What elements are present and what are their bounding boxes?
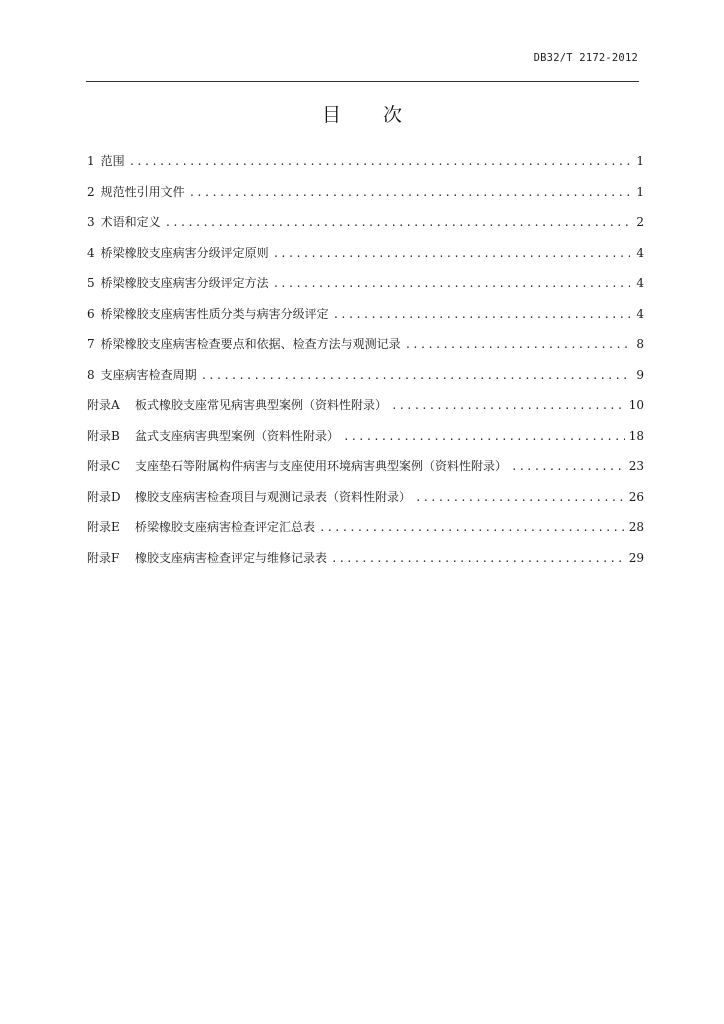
toc-entry-number: 附录D xyxy=(87,489,121,504)
toc-entry-number: 附录F xyxy=(87,550,120,565)
toc-title: 目 次 xyxy=(321,104,421,126)
toc-entry-number: 1 xyxy=(87,154,95,168)
dot-leader xyxy=(343,427,625,447)
header-rule xyxy=(86,81,639,82)
dot-leader xyxy=(273,274,630,294)
dot-leader xyxy=(273,244,630,264)
dot-leader xyxy=(129,152,630,172)
dot-leader xyxy=(333,305,630,325)
toc-entry-page: 23 xyxy=(628,459,644,473)
toc-entry-1[interactable] xyxy=(87,151,644,182)
toc-entry-appendix-f[interactable] xyxy=(87,548,644,579)
toc-entry-page: 4 xyxy=(636,245,644,260)
toc-entry-8[interactable] xyxy=(87,365,644,396)
toc-entry-number: 6 xyxy=(87,306,95,321)
dot-leader xyxy=(415,488,625,508)
toc-entry-number: 3 xyxy=(87,215,95,229)
toc-entry-page: 1 xyxy=(636,184,644,199)
toc-entry-number: 4 xyxy=(87,245,95,260)
toc-entry-page: 8 xyxy=(636,337,644,351)
toc-entry-title: 桥梁橡胶支座病害检查要点和依据、检查方法与观测记录 xyxy=(100,337,401,351)
toc-entry-title: 桥梁橡胶支座病害性质分类与病害分级评定 xyxy=(100,306,329,321)
toc-entry-appendix-a[interactable] xyxy=(87,395,644,426)
toc-entry-title: 桥梁橡胶支座病害检查评定汇总表 xyxy=(135,520,316,534)
toc-entry-4[interactable] xyxy=(87,243,644,274)
toc-entry-number: 附录A xyxy=(87,398,120,412)
dot-leader xyxy=(511,457,625,477)
toc-entry-5[interactable] xyxy=(87,273,644,304)
toc-entry-title: 板式橡胶支座常见病害典型案例（资料性附录） xyxy=(135,398,388,412)
toc-entry-page: 9 xyxy=(636,367,644,382)
toc-entry-appendix-b[interactable] xyxy=(87,426,644,457)
toc-entry-number: 8 xyxy=(87,367,95,382)
toc-entry-page: 10 xyxy=(628,398,644,412)
toc-entry-7[interactable] xyxy=(87,334,644,365)
toc-entry-number: 2 xyxy=(87,184,95,199)
toc-entry-title: 桥梁橡胶支座病害分级评定方法 xyxy=(100,276,269,290)
dot-leader xyxy=(405,335,630,355)
toc-entry-number: 5 xyxy=(87,276,95,290)
toc-entry-number: 7 xyxy=(87,337,95,351)
dot-leader xyxy=(165,213,630,233)
dot-leader xyxy=(201,366,630,386)
toc-entry-appendix-d[interactable] xyxy=(87,487,644,518)
toc-entry-title: 规范性引用文件 xyxy=(100,184,185,199)
toc-entry-page: 4 xyxy=(636,306,644,321)
toc-entry-title: 橡胶支座病害检查项目与观测记录表（资料性附录） xyxy=(135,489,412,504)
toc-entry-appendix-c[interactable] xyxy=(87,456,644,487)
toc-entry-title: 术语和定义 xyxy=(100,215,161,229)
toc-entry-page: 4 xyxy=(636,276,644,290)
toc-entry-title: 桥梁橡胶支座病害分级评定原则 xyxy=(100,245,269,260)
toc-entry-page: 28 xyxy=(628,520,644,534)
toc-entry-page: 2 xyxy=(636,215,644,229)
dot-leader xyxy=(189,183,630,203)
standard-code: DB32/T 2172-2012 xyxy=(533,52,638,64)
toc-entry-page: 18 xyxy=(628,428,644,443)
toc-entry-title: 支座垫石等附属构件病害与支座使用环境病害典型案例（资料性附录） xyxy=(135,459,508,473)
toc-entry-3[interactable] xyxy=(87,212,644,243)
toc-entry-title: 橡胶支座病害检查评定与维修记录表 xyxy=(135,550,328,565)
toc-entry-page: 29 xyxy=(628,550,644,565)
toc-entry-page: 1 xyxy=(636,154,644,168)
dot-leader xyxy=(391,396,625,416)
toc-entry-number: 附录B xyxy=(87,428,120,443)
toc-entry-title: 盆式支座病害典型案例（资料性附录） xyxy=(135,428,340,443)
toc-entry-number: 附录C xyxy=(87,459,121,473)
toc-entry-number: 附录E xyxy=(87,520,120,534)
toc-entry-page: 26 xyxy=(628,489,644,504)
toc-entry-appendix-e[interactable] xyxy=(87,517,644,548)
toc-entry-title: 支座病害检查周期 xyxy=(100,367,197,382)
toc-entry-6[interactable] xyxy=(87,304,644,335)
toc-entry-title: 范围 xyxy=(100,154,125,168)
dot-leader xyxy=(319,518,625,538)
table-of-contents xyxy=(87,151,644,578)
toc-entry-2[interactable] xyxy=(87,182,644,213)
dot-leader xyxy=(331,549,625,569)
